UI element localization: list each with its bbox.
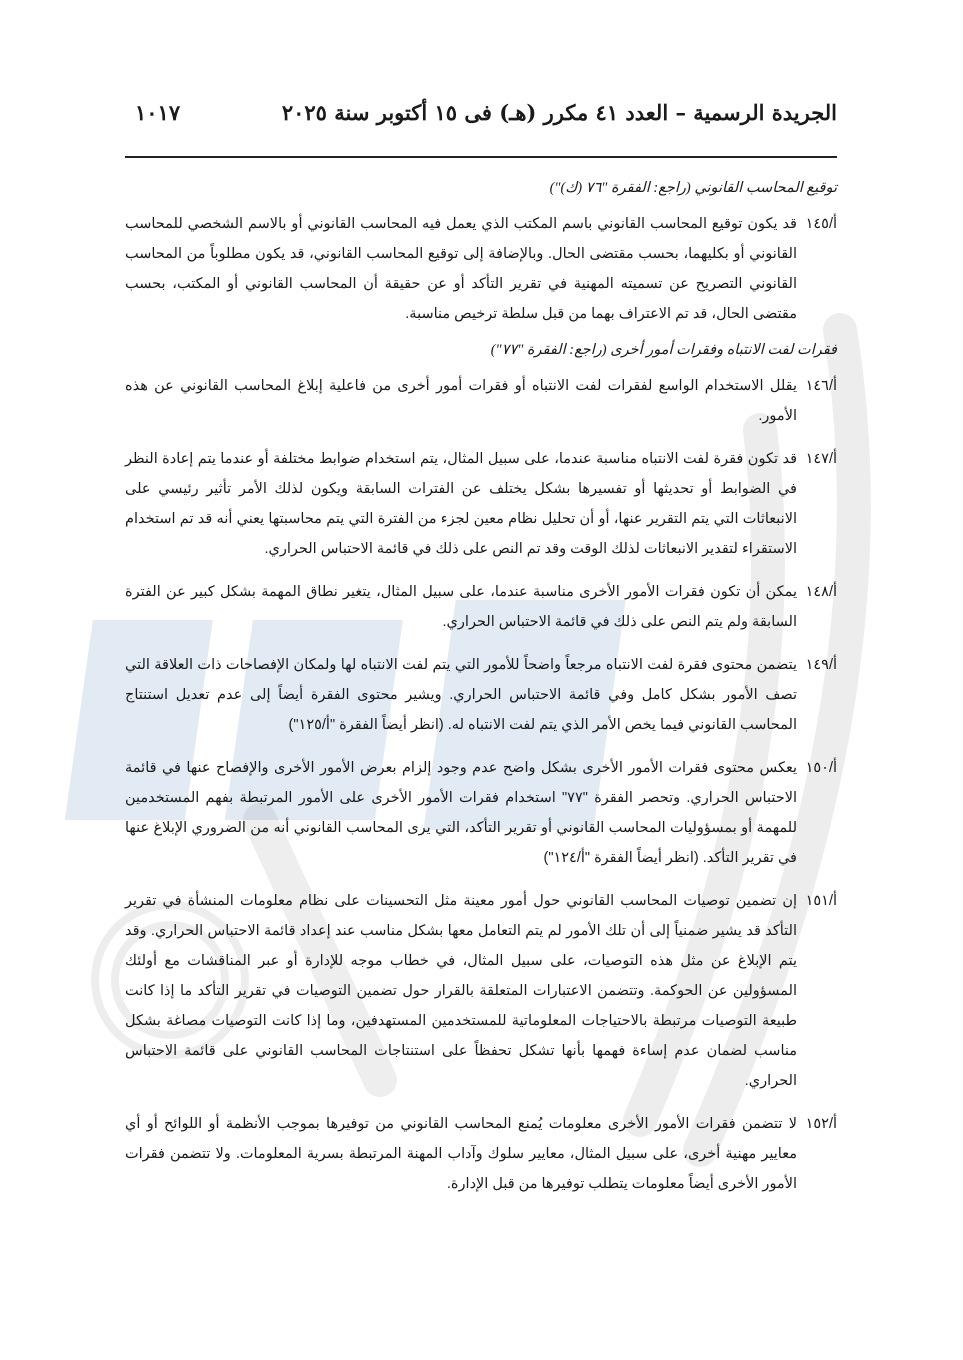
section-heading: فقرات لفت الانتباه وفقرات أمور أخرى (راجع: الفقرة "٧٧") [490,342,837,358]
paragraph-number: أ/١٤٧ [805,451,837,467]
header-rule [125,156,837,158]
paragraph-text: قد تكون فقرة لفت الانتباه مناسبة عندما، على سبيل المثال، يتم استخدام ضوابط مختلفة أو عندما يتم إعادة النظر في الضوابط أو تحديثها أو تفسيرها بشكل يختلف عن الفترات السابقة ويكون لذلك الأمر تأثير رئيسي على الانبعاثات التي يتم التقرير عنها، أو أن تحليل نظام معين لجزء من الفترة التي يتم محاسبتها يعني أنه قد تم استخدام الاستقراء لتقدير الانبعاثات لذلك الوقت وقد تم النص على ذلك في قائمة الاحتباس الحراري. [125,451,797,557]
paragraph-152 [125,1109,837,1199]
paragraph-number: أ/١٥٢ [805,1116,837,1132]
paragraph-text: يقلل الاستخدام الواسع لفقرات لفت الانتباه أو فقرات أمور أخرى من فاعلية إبلاغ المحاسب القانوني عن هذه الأمور. [125,378,797,424]
paragraph-146 [125,371,837,431]
section-auditor-signature [125,180,837,329]
paragraph-147 [125,444,837,564]
page-number: ١٠١٧ [135,100,181,125]
paragraph-number: أ/١٤٩ [805,657,837,673]
paragraph-text: إن تضمين توصيات المحاسب القانوني حول أمور معينة مثل التحسينات على نظام معلومات المنشأة في تقرير التأكد قد يشير ضمنياً إلى أن تلك الأمور لم يتم التعامل معها بشكل مناسب عند إعداد قائمة الاحتباس الحراري. وقد يتم الإبلاغ عن مثل هذه التوصيات، على سبيل المثال، في خطاب موجه للإدارة أو عبر المناقشات مع أولئك المسؤولين عن الحوكمة. وتتضمن الاعتبارات المتعلقة بالقرار حول تضمين التوصيات في تقرير التأكد ما إذا كانت طبيعة التوصيات مرتبطة بالاحتياجات المعلوماتية للمستخدمين المستهدفين، وما إذا كانت التوصيات مصاغة بشكل مناسب لضمان عدم إساءة فهمها بأنها تشكل تحفظاً على استنتاجات المحاسب القانوني على قائمة الاحتباس الحراري. [125,893,797,1089]
paragraph-number: أ/١٥٠ [805,760,837,776]
paragraph-number: أ/١٤٥ [805,216,837,232]
paragraph-text: يعكس محتوى فقرات الأمور الأخرى بشكل واضح عدم وجود إلزام بعرض الأمور الأخرى والإفصاح عنها في قائمة الاحتباس الحراري. وتحصر الفقرة "٧٧" استخدام فقرات الأمور الأخرى على الأمور المرتبطة بفهم المستخدمين للمهمة أو بمسؤوليات المحاسب القانوني أو تقرير التأكد، التي يرى المحاسب القانوني أنه من الضروري الإبلاغ عنها في تقرير التأكد. (انظر أيضاً الفقرة "أ/١٢٤") [125,760,797,866]
paragraph-number: أ/١٥١ [805,893,837,909]
section-heading: توقيع المحاسب القانوني (راجع: الفقرة "٧٦ (ك)") [549,180,837,196]
section-emphasis-other-matters [125,342,837,1199]
paragraph-149 [125,650,837,740]
header-title: الجريدة الرسمية – العدد ٤١ مكرر (هـ) فى ١٥ أكتوبر سنة ٢٠٢٥ [281,100,837,125]
paragraph-text: قد يكون توقيع المحاسب القانوني باسم المكتب الذي يعمل فيه المحاسب القانوني أو بالاسم الشخصي للمحاسب القانوني أو بكليهما، بحسب مقتضى الحال. وبالإضافة إلى توقيع المحاسب القانوني، قد يكون مطلوباً من المحاسب القانوني التصريح عن تسميته المهنية في تقرير التأكد أو عن حقيقة أن المحاسب القانوني أو المكتب، بحسب مقتضى الحال، قد تم الاعتراف بهما من قبل سلطة ترخيص مناسبة. [125,216,797,322]
paragraph-151 [125,886,837,1096]
paragraph-text: لا تتضمن فقرات الأمور الأخرى معلومات يُمنع المحاسب القانوني من توفيرها بموجب الأنظمة أو اللوائح أو أي معايير مهنية أخرى، على سبيل المثال، معايير سلوك وآداب المهنة المرتبطة بسرية المعلومات. ولا تتضمن فقرات الأمور الأخرى أيضاً معلومات يتطلب توفيرها من قبل الإدارة. [125,1116,797,1192]
document-page [125,100,837,1212]
paragraph-145 [125,209,837,329]
paragraph-148 [125,577,837,637]
page-header [125,100,837,150]
paragraph-150 [125,753,837,873]
paragraph-text: يتضمن محتوى فقرة لفت الانتباه مرجعاً واضحاً للأمور التي يتم لفت الانتباه لها ولمكان الإفصاحات ذات العلاقة التي تصف الأمور بشكل كامل وفي قائمة الاحتباس الحراري. ويشير محتوى الفقرة أيضاً إلى عدم تعديل استنتاج المحاسب القانوني فيما يخص الأمر الذي يتم لفت الانتباه له. (انظر أيضاً الفقرة "أ/١٢٥") [125,657,797,733]
paragraph-text: يمكن أن تكون فقرات الأمور الأخرى مناسبة عندما، على سبيل المثال، يتغير نطاق المهمة بشكل كبير عن الفترة السابقة ولم يتم النص على ذلك في قائمة الاحتباس الحراري. [125,584,797,630]
paragraph-number: أ/١٤٨ [805,584,837,600]
paragraph-number: أ/١٤٦ [805,378,837,394]
